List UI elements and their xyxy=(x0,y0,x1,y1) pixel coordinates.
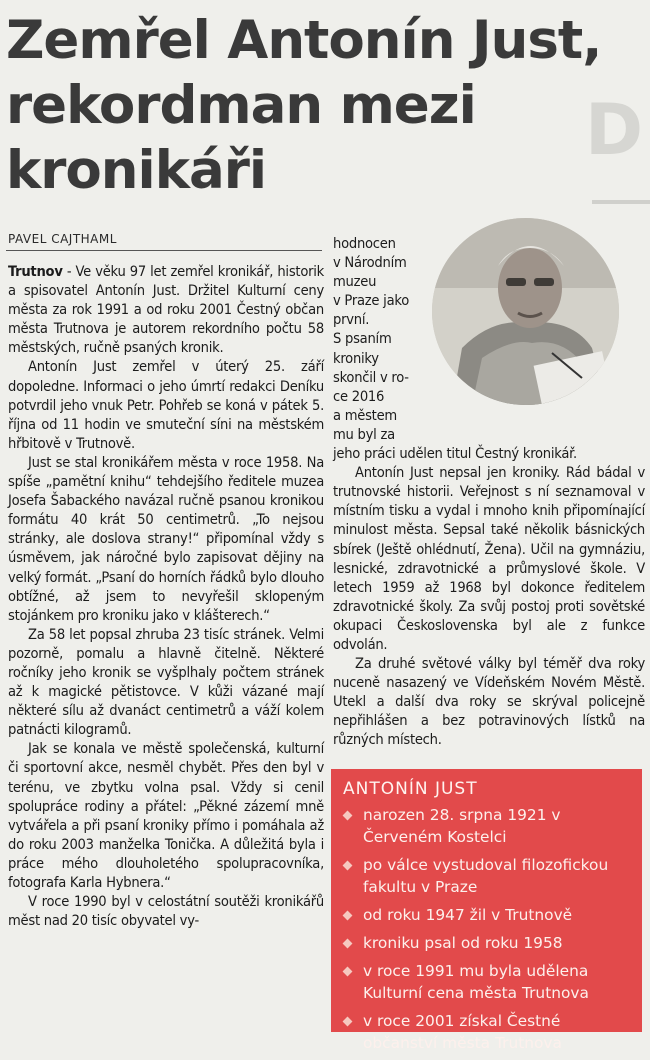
paragraph: Za druhé světové války byl téměř dva roky nuceně nasazený ve Vídeňském Novém Městě. Utekl a další dva roky se skrýval policejně nepřihlášen a bez potravinových lístků na různých místech. xyxy=(333,655,645,749)
article-column-left xyxy=(8,262,324,930)
wrap-line: hodnocen xyxy=(333,235,396,252)
paragraph: Za 58 let popsal zhruba 23 tisíc stránek. Velmi pozorně, pomalu a hlavně čitelně. Některé ročníky jeho kronik se vyšplhaly počtem stránek až k magické pětistovce. V kůži vázané mají některé sílu až dvanáct centimetrů a váží kolem patnácti kilogramů. xyxy=(8,625,324,739)
infobox-list xyxy=(341,804,637,1060)
wrap-line: skončil v ro- xyxy=(333,368,409,386)
paragraph: Just se stal kronikářem města v roce 1958. Na spíše „pamětní knihu“ tehdejšího ředitele muzea Josefa Šabackého navázal ručně psanou kronikou formátu 40 krát 50 centimetrů. „To nejsou stránky, ale doslova strany!“ připomínal vždy s úsměvem, jak náročné bylo zapisovat dějiny na velký formát. „Psaní do horních řádků bylo dlouho obtížné, až jsem to nevyřešil sklopeným stojánkem pro kroniku jako v klášterech.“ xyxy=(8,453,324,624)
background-ghost-letters: D xyxy=(585,89,644,171)
list-item-text: v roce 1991 mu byla udělena Kulturní cena města Trutnova xyxy=(363,962,589,1002)
infobox xyxy=(331,769,642,1052)
bullet-diamond-icon xyxy=(343,939,353,949)
bullet-diamond-icon xyxy=(343,1017,353,1027)
bullet-diamond-icon xyxy=(343,967,353,977)
paragraph: Antonín Just nepsal jen kroniky. Rád bádal v trutnovské historii. Veřejnost s ní seznamoval v místním tisku a vydal i mnoho knih připomínající minulost města. Sepsal také několik básnických sbírek (Ještě ohlédnutí, Žena). Učil na gymnáziu, lesnické, zdravotnické a průmyslové škole. V letech 1959 až 1968 byl dokonce ředitelem zdravotnické školy. Za svůj postoj proti sovětské okupaci Československa byl ale z funkce odvolán. xyxy=(333,464,645,653)
wrap-line: mu byl za xyxy=(333,425,395,443)
wrap-tail: jeho práci udělen titul Čestný kronikář. xyxy=(333,445,577,463)
list-item-text: po válce vystudoval filozofickou fakultu v Praze xyxy=(363,856,609,896)
wrap-line: v Národním xyxy=(333,254,407,272)
paragraph: Jak se konala ve městě společenská, kulturní či sportovní akce, nesměl chybět. Přes den byl v terénu, ve zbytku volna psal. Vždy si cenil spolupráce rodiny a přátel: „Pěkné zázemí mně vytvářela a při psaní kroniky přímo i pomáhala až do roku 2003 manželka Tonička. A důležitá byla i práce mého dlouholetého spolupracovníka, fotografa Karla Hybnera.“ xyxy=(8,740,324,891)
list-item xyxy=(341,854,637,898)
infobox-title: ANTONÍN JUST xyxy=(343,779,478,799)
list-item xyxy=(341,960,637,1004)
bullet-diamond-icon xyxy=(343,861,353,871)
article-column-right xyxy=(333,234,645,750)
list-item xyxy=(341,1010,637,1054)
paragraph: V roce 1990 byl v celostátní soutěži kronikářů měst nad 20 tisíc obyvatel vy- xyxy=(8,893,324,930)
article-headline: Zemřel Antonín Just, rekordman mezi kronikáři xyxy=(6,10,602,201)
lead-text: - Ve věku 97 let zemřel kronikář, historik a spisovatel Antonín Just. Držitel Kulturní ceny města za rok 1991 a od roku 2001 Čestný občan města Trutnova je autorem rekordního počtu 58 městských, ručně psaných kronik. xyxy=(8,263,324,357)
wrap-line: S psaním xyxy=(333,330,392,348)
wrap-line: první. xyxy=(333,311,370,329)
list-item xyxy=(341,904,637,926)
list-item xyxy=(341,932,637,954)
article-byline: PAVEL CAJTHAML xyxy=(8,232,117,246)
list-item xyxy=(341,804,637,848)
wrap-line: kroniky xyxy=(333,349,379,367)
list-item-text: kroniku psal od roku 1958 xyxy=(363,934,563,952)
list-item-text: v roce 2001 získal Čestné občanství města Trutnova xyxy=(363,1012,562,1052)
text-wrap-beside-photo xyxy=(333,234,433,444)
wrap-line: muzeu xyxy=(333,273,377,291)
wrap-line: v Praze jako xyxy=(333,292,409,310)
wrap-line: a městem xyxy=(333,406,397,424)
wrap-line: ce 2016 xyxy=(333,387,385,405)
bullet-diamond-icon xyxy=(343,911,353,921)
byline-divider xyxy=(6,250,322,251)
paragraph: Antonín Just zemřel v úterý 25. září dopoledne. Informaci o jeho úmrtí redakci Deníku potvrdil jeho vnuk Petr. Pohřeb se koná v pátek 5. října od 11 hodin ve smuteční síni na městském hřbitově v Trutnově. xyxy=(8,358,324,452)
lead-paragraph xyxy=(8,262,324,357)
list-item-text: od roku 1947 žil v Trutnově xyxy=(363,906,573,924)
list-item-text: narozen 28. srpna 1921 v Červeném Kostelci xyxy=(363,806,561,846)
bullet-diamond-icon xyxy=(343,811,353,821)
dateline-place: Trutnov xyxy=(8,263,63,280)
